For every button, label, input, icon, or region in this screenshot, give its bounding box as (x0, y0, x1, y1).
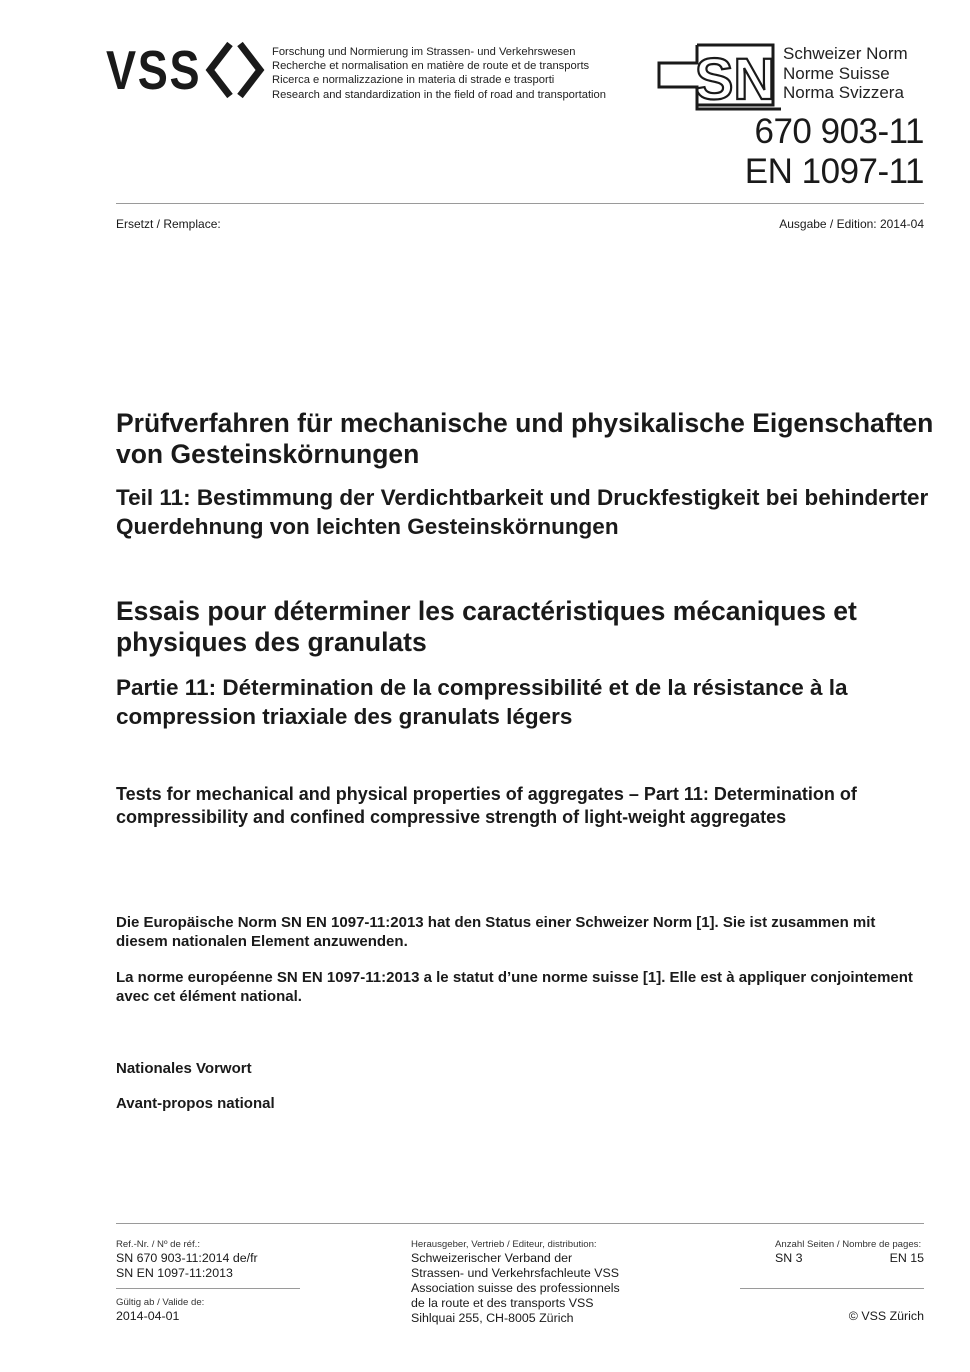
org-description (272, 45, 606, 102)
org-line: Research and standardization in the field of road and transportation (272, 88, 606, 101)
status-fr: La norme européenne SN EN 1097-11:2013 a le statut d’une norme suisse [1]. Elle est à appliquer conjointement avec cet élément national. (116, 969, 913, 1005)
footer-publisher (411, 1239, 620, 1326)
publisher-line: Association suisse des professionnels (411, 1281, 620, 1295)
ref-value: SN EN 1097-11:2013 (116, 1266, 233, 1280)
footer-right-divider (740, 1288, 924, 1289)
pages-sn: SN 3 (775, 1251, 803, 1265)
vss-logo-text: VSS (106, 39, 202, 101)
norm-names (783, 44, 908, 103)
title-fr: Essais pour déterminer les caractéristiques mécaniques et physiques des granulats (116, 596, 857, 657)
norm-name-fr: Norme Suisse (783, 63, 890, 83)
pages-en: EN 15 (889, 1251, 924, 1265)
status-de: Die Europäische Norm SN EN 1097-11:2013 hat den Status einer Schweizer Norm [1]. Sie ist zusammen mit diesem nationalen Element anzuwenden. (116, 914, 876, 950)
subtitle-fr: Partie 11: Détermination de la compressibilité et de la résistance à la compression triaxiale des granulats légers (116, 675, 848, 729)
replaces-label: Ersetzt / Remplace: (116, 217, 221, 231)
org-line: Forschung und Normierung im Strassen- und Verkehrswesen (272, 46, 576, 58)
vss-chevron-icon (204, 40, 266, 100)
header-divider (116, 203, 924, 204)
ref-value: SN 670 903-11:2014 de/fr (116, 1251, 258, 1265)
publisher-line: de la route et des transports VSS (411, 1296, 594, 1310)
publisher-label: Herausgeber, Vertrieb / Editeur, distribution: (411, 1239, 597, 1250)
copyright: © VSS Zürich (848, 1309, 924, 1323)
subtitle-de: Teil 11: Bestimmung der Verdichtbarkeit und Druckfestigkeit bei behinderter Querdehnung von leichten Gesteinskörnungen (116, 485, 929, 539)
org-line: Recherche et normalisation en matière de route et de transports (272, 60, 590, 73)
title-en: Tests for mechanical and physical properties of aggregates – Part 11: Determination of compressibility and confined compressive strength of light-weight aggregates (116, 784, 857, 827)
ref-label: Ref.-Nr. / Nº de réf.: (116, 1239, 201, 1250)
footer-ref (116, 1239, 258, 1281)
footer-valid (116, 1297, 204, 1324)
norm-name-it: Norma Svizzera (783, 83, 904, 102)
publisher-line: Schweizerischer Verband der (411, 1251, 573, 1265)
en-number: EN 1097-11 (744, 152, 924, 191)
footer-divider (116, 1223, 924, 1224)
doc-number: 670 903-11 (754, 112, 924, 151)
publisher-line: Strassen- und Verkehrsfachleute VSS (411, 1266, 620, 1280)
org-line: Ricerca e normalizzazione in materia di strade e trasporti (272, 74, 555, 87)
valid-value: 2014-04-01 (116, 1309, 180, 1323)
footer-left-divider (116, 1288, 300, 1289)
title-de: Prüfverfahren für mechanische und physikalische Eigenschaften von Gesteinskörnungen (116, 408, 934, 469)
foreword-de: Nationales Vorwort (116, 1060, 252, 1077)
foreword-fr: Avant-propos national (116, 1095, 275, 1112)
publisher-line: Sihlquai 255, CH-8005 Zürich (411, 1311, 574, 1325)
valid-label: Gültig ab / Valide de: (116, 1297, 205, 1308)
pages-label: Anzahl Seiten / Nombre de pages: (775, 1239, 922, 1250)
edition-label: Ausgabe / Edition: 2014-04 (779, 217, 924, 231)
sn-logo-text: SN (694, 47, 776, 112)
footer-pages (775, 1239, 924, 1266)
norm-name-de: Schweizer Norm (783, 44, 908, 63)
vss-logo (106, 40, 266, 100)
